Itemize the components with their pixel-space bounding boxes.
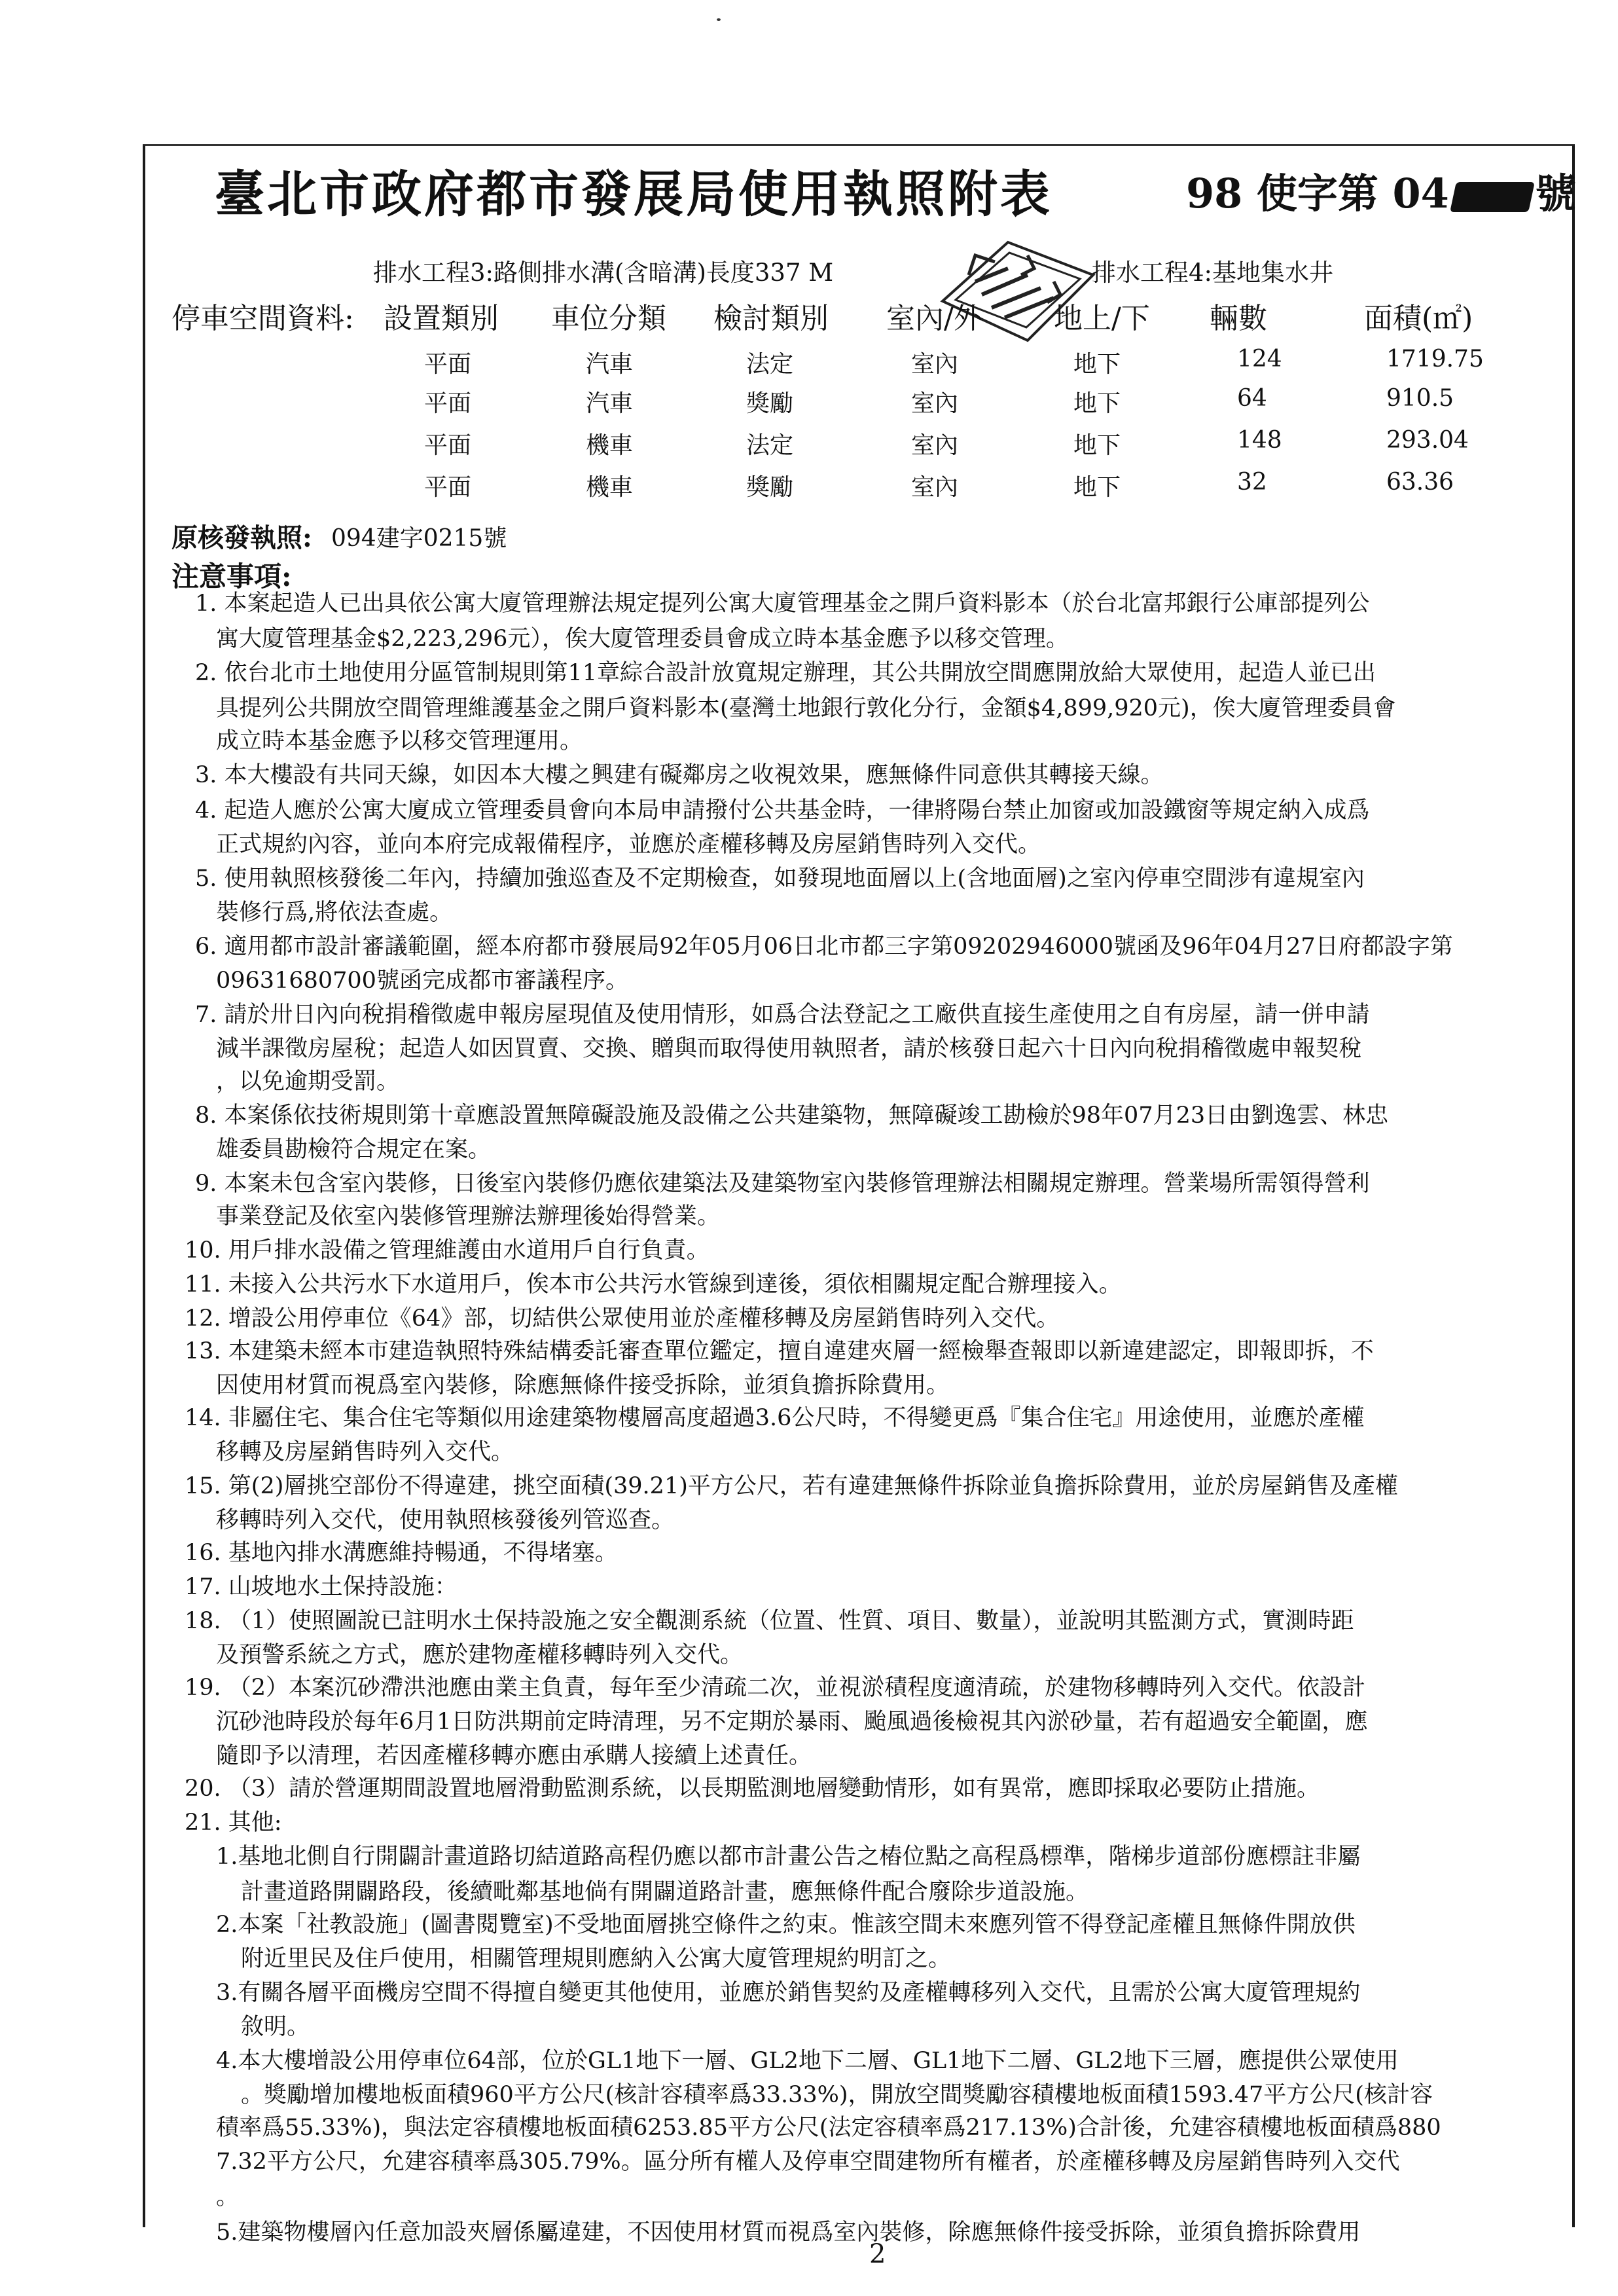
table-cell: 地下 xyxy=(1073,432,1121,459)
notes-line: 4.本大樓增設公用停車位64部，位於GL1地下一層、GL2地下二層、GL1地下二層、GL2地下三層，應提供公眾使用 xyxy=(216,2048,1399,2074)
parking-col-area: 面積(㎡) xyxy=(1364,302,1473,335)
table-cell: 平面 xyxy=(424,432,472,459)
table-cell: 汽車 xyxy=(586,390,634,417)
table-cell: 機車 xyxy=(586,432,634,459)
scan-speck xyxy=(717,18,721,21)
notes-line: 沉砂池時段於每年6月1日防洪期前定時清理，另不定期於暴雨、颱風過後檢視其內淤砂量，若有超過安全範圍，應 xyxy=(216,1709,1368,1735)
notes-line: 裝修行爲,將依法查處。 xyxy=(216,900,453,926)
table-cell: 室內 xyxy=(911,432,959,459)
original-license-label: 原核發執照: xyxy=(171,522,312,553)
table-cell: 地下 xyxy=(1073,351,1121,378)
notes-line: 1. 本案起造人已出具依公寓大廈管理辦法規定提列公寓大廈管理基金之開戶資料影本（於台北富邦銀行公庫部提列公 xyxy=(195,591,1370,617)
notes-line: 敘明。 xyxy=(241,2014,310,2040)
notes-line: 成立時本基金應予以移交管理運用。 xyxy=(216,728,583,754)
notes-line: 19. （2）本案沉砂滯洪池應由業主負責，每年至少清疏二次，並視淤積程度適清疏，於建物移轉時列入交代。依設計 xyxy=(185,1675,1366,1701)
notes-line: 雄委員勘檢符合規定在案。 xyxy=(216,1137,492,1163)
notes-line: 及預警系統之方式，應於建物產權移轉時列入交代。 xyxy=(216,1642,744,1668)
notes-line: 13. 本建築未經本市建造執照特殊結構委託審查單位鑑定，擅自違建夾層一經檢舉查報即以新違建認定，即報即拆，不 xyxy=(185,1338,1374,1364)
notes-line: 附近里民及住戶使用，相關管理規則應納入公寓大廈管理規約明訂之。 xyxy=(241,1946,952,1972)
table-cell: 64 xyxy=(1237,385,1267,412)
original-license-value: 094建字0215號 xyxy=(331,525,507,552)
table-cell: 平面 xyxy=(424,474,472,501)
drainage-item-3: 排水工程3:路側排水溝(含暗溝)長度337 M xyxy=(373,259,834,287)
table-cell: 室內 xyxy=(911,390,959,417)
table-cell: 地下 xyxy=(1073,474,1121,501)
notes-line: 9. 本案未包含室內裝修，日後室內裝修仍應依建築法及建築物室內裝修管理辦法相關規定辦理。營業場所需領得營利 xyxy=(195,1171,1370,1197)
permit-number-prefix: 98 使字第 04 xyxy=(1186,170,1449,217)
notes-line: 4. 起造人應於公寓大廈成立管理委員會向本局申請撥付公共基金時，一律將陽台禁止加窗或加設鐵窗等規定納入成爲 xyxy=(195,797,1370,824)
parking-label: 停車空間資料: xyxy=(171,302,354,335)
notes-line: 。獎勵增加樓地板面積960平方公尺(核計容積率爲33.33%)，開放空間獎勵容積樓地板面積1593.47平方公尺(核計容 xyxy=(241,2082,1433,2108)
notes-line: 5.建築物樓層內任意加設夾層係屬違建，不因使用材質而視爲室內裝修，除應無條件接受拆除，並須負擔拆除費用 xyxy=(216,2219,1361,2246)
notes-line: 17. 山坡地水土保持設施： xyxy=(185,1574,458,1600)
notes-line: 。 xyxy=(216,2184,240,2210)
notes-line: 5. 使用執照核發後二年內，持續加強巡查及不定期檢查，如發現地面層以上(含地面層)之室內停車空間涉有違規室內 xyxy=(195,866,1365,892)
notes-line: 11. 未接入公共污水下水道用戶，俟本市公共污水管線到達後，須依相關規定配合辦理接入。 xyxy=(185,1271,1122,1298)
notes-line: 正式規約內容，並向本府完成報備程序，並應於產權移轉及房屋銷售時列入交代。 xyxy=(216,831,1041,858)
parking-col-indoor-outdoor: 室內/外 xyxy=(886,302,982,335)
parking-col-review-type: 檢討類別 xyxy=(713,302,829,335)
notes-line: 7.32平方公尺，允建容積率爲305.79%。區分所有權人及停車空間建物所有權者，於產權移轉及房屋銷售時列入交代 xyxy=(216,2149,1400,2175)
frame-top-border xyxy=(143,144,1575,146)
notes-line: 因使用材質而視爲室內裝修，除應無條件接受拆除，並須負擔拆除費用。 xyxy=(216,1372,950,1398)
notes-line: 減半課徵房屋稅；起造人如因買賣、交換、贈與而取得使用執照者，請於核發日起六十日內向稅捐稽徵處申報契稅 xyxy=(216,1036,1362,1062)
permit-number xyxy=(1186,161,1576,219)
notes-line: 14. 非屬住宅、集合住宅等類似用途建築物樓層高度超過3.6公尺時，不得變更爲『集合住宅』用途使用，並應於產權 xyxy=(185,1405,1365,1431)
parking-col-vehicle-type: 車位分類 xyxy=(551,302,666,335)
table-cell: 獎勵 xyxy=(746,474,794,501)
notes-line: 移轉時列入交代，使用執照核發後列管巡查。 xyxy=(216,1507,675,1533)
table-cell: 法定 xyxy=(746,351,794,378)
table-cell: 室內 xyxy=(911,351,959,378)
notes-line: 積率爲55.33%)，與法定容積樓地板面積6253.85平方公尺(法定容積率爲217.13%)合計後，允建容積樓地板面積爲880 xyxy=(216,2115,1441,2141)
table-cell: 63.36 xyxy=(1386,469,1454,496)
table-cell: 獎勵 xyxy=(746,390,794,417)
notes-line: 計畫道路開闢路段，後續毗鄰基地倘有開闢道路計畫，應無條件配合廢除步道設施。 xyxy=(241,1879,1089,1905)
notes-line: 18. （1）使照圖說已註明水土保持設施之安全觀測系統（位置、性質、項目、數量），並說明其監測方式，實測時距 xyxy=(185,1608,1354,1634)
notes-line: 12. 增設公用停車位《64》部，切結供公眾使用並於產權移轉及房屋銷售時列入交代。 xyxy=(185,1305,1060,1332)
notes-line: 15. 第(2)層挑空部份不得違建，挑空面積(39.21)平方公尺，若有違建無條件拆除並負擔拆除費用，並於房屋銷售及產權 xyxy=(185,1473,1398,1499)
table-cell: 室內 xyxy=(911,474,959,501)
table-cell: 平面 xyxy=(424,351,472,378)
notes-line: 2. 依台北市土地使用分區管制規則第11章綜合設計放寬規定辦理，其公共開放空間應開放給大眾使用，起造人並已出 xyxy=(195,660,1376,686)
table-cell: 法定 xyxy=(746,432,794,459)
notes-line: 移轉及房屋銷售時列入交代。 xyxy=(216,1439,514,1465)
notes-line: 6. 適用都市設計審議範圍，經本府都市發展局92年05月06日北市都三字第09202946000號函及96年04月27日府都設字第 xyxy=(195,934,1453,960)
table-cell: 32 xyxy=(1237,469,1267,496)
table-cell: 地下 xyxy=(1073,390,1121,417)
table-cell: 910.5 xyxy=(1386,385,1454,412)
drainage-item-4: 排水工程4:基地集水井 xyxy=(1092,259,1334,287)
parking-col-count: 輛數 xyxy=(1210,302,1267,335)
notes-line: 8. 本案係依技術規則第十章應設置無障礙設施及設備之公共建築物，無障礙竣工勘檢於98年07月23日由劉逸雲、林忠 xyxy=(195,1102,1389,1129)
notes-line: 3. 本大樓設有共同天線，如因本大樓之興建有礙鄰房之收視效果，應無條件同意供其轉接天線。 xyxy=(195,762,1164,788)
notes-line: 20. （3）請於營運期間設置地層滑動監測系統，以長期監測地層變動情形，如有異常，應即採取必要防止措施。 xyxy=(185,1776,1320,1802)
notes-line: 09631680700號函完成都市審議程序。 xyxy=(216,968,628,994)
notes-line: 3.有關各層平面機房空間不得擅自變更其他使用，並應於銷售契約及產權轉移列入交代，且需於公寓大廈管理規約 xyxy=(216,1980,1361,2006)
frame-right-border xyxy=(1572,145,1575,2227)
notes-heading: 注意事項: xyxy=(171,560,292,592)
parking-col-above-below: 地上/下 xyxy=(1054,302,1150,335)
document-title: 臺北市政府都市發展局使用執照附表 xyxy=(215,165,1052,223)
notes-line: 21. 其他: xyxy=(185,1810,282,1836)
table-cell: 汽車 xyxy=(586,351,634,378)
notes-line: 具提列公共開放空間管理維護基金之開戶資料影本(臺灣土地銀行敦化分行，金額$4,899,920元)，俟大廈管理委員會 xyxy=(216,695,1396,721)
table-cell: 124 xyxy=(1237,346,1282,373)
table-cell: 148 xyxy=(1237,427,1282,454)
parking-col-category: 設置類別 xyxy=(384,302,499,335)
notes-line: ，以免逾期受罰。 xyxy=(216,1068,400,1095)
table-cell: 機車 xyxy=(586,474,634,501)
notes-line: 16. 基地內排水溝應維持暢通，不得堵塞。 xyxy=(185,1540,618,1566)
notes-line: 隨即予以清理，若因產權移轉亦應由承購人接續上述責任。 xyxy=(216,1743,812,1769)
table-cell: 平面 xyxy=(424,390,472,417)
notes-line: 10. 用戶排水設備之管理維護由水道用戶自行負責。 xyxy=(185,1237,710,1264)
notes-line: 7. 請於卅日內向稅捐稽徵處申報房屋現值及使用情形，如爲合法登記之工廠供直接生產使用之自有房屋，請一併申請 xyxy=(195,1002,1370,1028)
notes-line: 2.本案「社教設施」(圖書閱覽室)不受地面層挑空條件之約束。惟該空間未來應列管不得登記產權且無條件開放供 xyxy=(216,1912,1356,1938)
table-cell: 293.04 xyxy=(1386,427,1469,454)
frame-left-border xyxy=(143,145,145,2227)
redaction-mark xyxy=(1450,182,1535,212)
permit-number-suffix: 號 xyxy=(1535,170,1576,217)
notes-line: 寓大廈管理基金$2,223,296元），俟大廈管理委員會成立時本基金應予以移交管理。 xyxy=(216,626,1069,652)
notes-line: 事業登記及依室內裝修管理辦法辦理後始得營業。 xyxy=(216,1203,721,1230)
notes-line: 1.基地北側自行開闢計畫道路切結道路高程仍應以都市計畫公告之樁位點之高程爲標準，階梯步道部份應標註非屬 xyxy=(216,1844,1361,1870)
table-cell: 1719.75 xyxy=(1386,346,1484,373)
page-number: 2 xyxy=(869,2239,886,2269)
